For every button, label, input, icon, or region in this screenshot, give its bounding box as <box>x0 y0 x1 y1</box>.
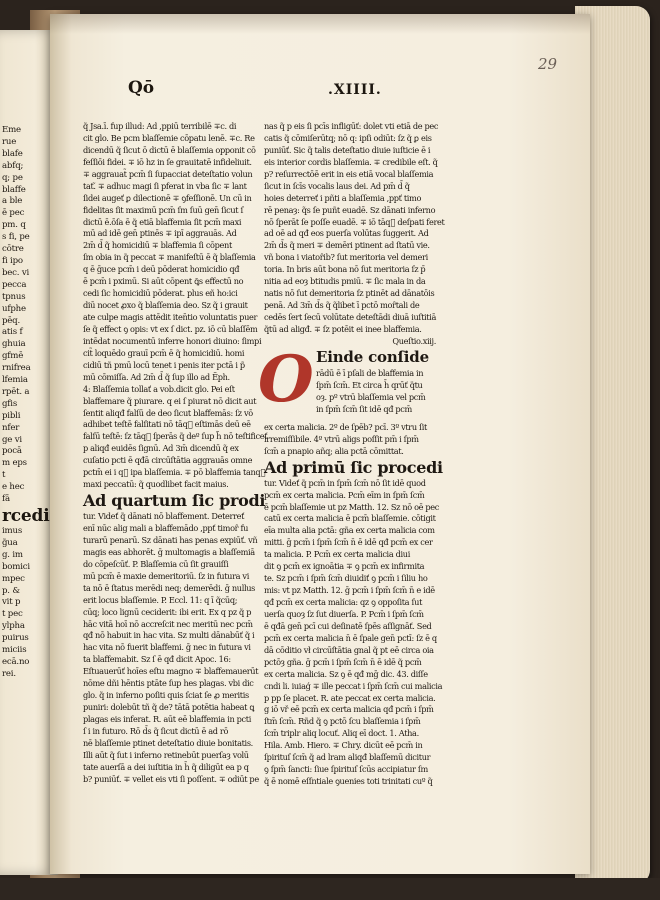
text-line: ſ i in futuro. Rō d̄s q̃ ſicut dictū ē ad rō <box>83 725 229 736</box>
text-line: cuſatio pcti ē qđā circūſtātia aggrauās omne <box>83 455 253 466</box>
text-column-right <box>258 121 445 788</box>
text-line: nō ſperāt ſe poſſe euadē. ∓ iō tāqᷓ deſpati feret <box>264 216 445 227</box>
left-page-fragment: pm. q <box>2 220 26 231</box>
page-shadow <box>50 14 590 34</box>
left-page-fragment: blafe <box>2 148 23 159</box>
text-line: cit glo. Be pcm blaſſemie cōpatu lenē. ∓c. Re <box>83 132 255 143</box>
text-line: ad oē ad qđ eos puerſa volūtas ſuggerit. Ad <box>264 228 429 239</box>
text-line: adhibet teſtē falſitati nō tāqᷓ eſtimās deū eē <box>83 419 251 430</box>
text-line: cit̃ loquēdo grauī pcm̄ ē q̃ homicidiū. homi <box>83 347 245 358</box>
left-page-fragment: cōtre <box>2 244 24 255</box>
text-line: cndi li. iuiaǵ ∓ ille peccat i ſpm̄ ſcm̄ cui malicia <box>264 680 443 691</box>
text-line: enī nūc alig mali a blaffemādo ,ppť timoȓ fu <box>83 523 249 533</box>
left-page-fragment: ecā.no <box>2 656 30 667</box>
decorated-initial-block <box>258 341 436 420</box>
desk-surface <box>0 878 660 900</box>
text-line: dā cōditio vł circūſtātia gnal q̃ pt eē circa oia <box>264 644 434 655</box>
text-line: hac vita nō fuerit blaffemi. ḡ nec in futura vi <box>83 642 251 653</box>
running-head-question-number: .XIIII. <box>328 82 382 98</box>
left-page-fragment: p. & <box>2 585 20 596</box>
text-line: rē penaȝ: q̃s ſe puñt euadē. Sz dānati inferno <box>264 204 436 215</box>
text-line: erit locus blaſſemie. P. Eccl. 11: q ī q̃cūq; <box>83 594 238 605</box>
left-page-fragment: a ble <box>2 196 23 207</box>
text-line: q̃ ē nomē eſſntiale ꝯuenies toti trinitati cuº q̃ <box>264 776 433 787</box>
left-page-fragment: rue <box>2 136 17 147</box>
text-line: g iō vř eē pcm̄ ex certa malicia qđ pcm̄ i ſpm̄ <box>264 704 434 715</box>
left-page-text <box>2 125 50 681</box>
text-line: nas q̃ p eis ſi pcīs infligūť: dolet vti etiā de pec <box>264 121 439 131</box>
left-page-fragment: fā <box>2 494 10 505</box>
left-page-fragment: Eme <box>2 125 21 135</box>
text-line: Hila. Amb. Hiero. ∓ Chry. dicūt eē pcm̄ in <box>264 740 423 751</box>
text-line: fidelitas ſit maximū pcm̄ ſm ſuū gen̄ ſicut ſ <box>83 204 244 215</box>
text-line: cūq; loco lignū ceciderit: ibi erit. Ex q pz q̃ p <box>83 606 252 617</box>
left-page-fragment: pēq. <box>2 315 21 326</box>
left-page-fragment: pocā <box>2 446 22 457</box>
text-line: irremiſſibile. 4º vtrū aligs poſſit pm̄ i ſpm̄ <box>264 433 419 444</box>
left-page-fragment: ylpha <box>2 621 25 632</box>
text-line: q̃ Jsa.ī. fup illud: Ad ,ppiū terribilē ∓c. di <box>83 121 237 131</box>
question-incipit: Einde conſide <box>316 347 429 366</box>
text-line: ex certa malicia. Sz ꝯ ē qđ mḡ dic. 43. diſſe <box>264 668 428 679</box>
text-line: mis: vt pz Matth. 12. ḡ pcm̄ i ſpm̄ ſcm̄ n̄ e idē <box>264 585 435 596</box>
text-line: tate auerſā a dei iuſtitia in h̄ q̃ diligūt ea p q <box>83 761 249 772</box>
folio-number: 29 <box>538 55 558 73</box>
left-page-fragment: g. im <box>2 549 23 560</box>
running-head-left: Qō <box>128 78 155 98</box>
text-line: catis q̃ cōmiſerūtq; nō q: ipſi odiūt: ſz q̃ ꝑ eis <box>264 132 432 143</box>
left-page-fragment: ghuia <box>2 339 26 350</box>
text-line: q ē ḡuce pcm̄ i deū pōderat homicidio qđ <box>83 264 240 275</box>
text-line: ta nō ē ſtatus merēdi neq; demerēdi. ḡ nullus <box>83 582 256 593</box>
left-page-fragment: ē pec <box>2 208 25 219</box>
text-line: catū ex certa malicia ē pcm̄ blaſſemie. cōtigit <box>264 513 436 524</box>
text-line: do cōpeſcūť. P. Blaſſemia cū ſit grauiſſi <box>83 558 229 569</box>
text-line: pctōȝ gña. ḡ pcm̄ i ſpm̄ ſcm̄ n̄ ē idē q̃ pcm̄ <box>264 656 422 667</box>
left-page-fragment: tpnus <box>2 291 26 302</box>
text-line: dicendū q̃ ſicut ō dictū ē blaſſemia opponit cō <box>83 144 256 155</box>
left-page-fragment: g̃ua <box>2 537 18 548</box>
text-line: tat.̃ ∓ adhuc magi ſi pferat in vba ſic ∓ lant <box>83 180 247 191</box>
text-line: pcm̄ ex certa malicia. Pcm̄ eīm in ſpm̄ ſcm̄ <box>264 489 425 500</box>
left-page-fragment: bomici <box>2 561 30 572</box>
text-line: dit ꝯ pcm̄ ex ignoātia ∓ ꝯ pcm̄ ex infirmita <box>264 561 425 572</box>
article-heading: Ad primū ſic procedi <box>264 457 443 477</box>
text-line: tur. Videť q̃ pcm̄ in ſpm̄ ſcm̄ nō ſit idē quod <box>264 477 426 488</box>
text-line: ta blaffemabit. Sz ſ ē qđ dicit Apoc. 16: <box>83 654 231 665</box>
left-page-fragment: puirus <box>2 633 29 644</box>
text-column-left <box>83 121 268 786</box>
text-line: rādū ē ī pſali de blaffemia in <box>316 367 424 378</box>
text-line: 2m̄ d̄ q̃ homicidiū ∓ blaffemia ſi cōpent <box>83 240 232 251</box>
text-line: tur. Videť q̃ dānati nō blaffement. Deterreť <box>83 511 245 522</box>
left-page-fragment: t <box>2 470 6 481</box>
text-line: mū cōmiſſa. Ad 2m̄ d̄ q̃ ſup illo ad Ẽph. <box>83 371 230 382</box>
left-page-fragment: blaffe <box>2 184 26 195</box>
text-line: ſe q̃ effect ꝯ opis: vt ex ſ dict. pz. iō cū blaſſēm <box>83 323 258 334</box>
text-line: cedēs ſert ſecū volūtate deteſtādi diuā iuſtitiā <box>264 312 437 322</box>
text-line: hāc vitā hoī nō accreſcit nec meritū nec pcm̄ <box>83 618 253 629</box>
left-page-fragment: t pec <box>2 609 23 620</box>
text-line: mitti. ḡ pcm̄ i ſpm̄ ſcm̄ n̄ ē idē qđ pcm̄ ex cer <box>264 537 433 548</box>
left-page-fragment: pecca <box>2 279 27 290</box>
text-line: ∓ aggrauat̃ pcm̄ ſi ſupacciat deteſtatio volun <box>83 168 253 179</box>
text-line: pcm̄ ex certa malicia n̄ ē ſpale gen̄ pctī: ſz ē q <box>264 632 437 643</box>
left-page-fragment: rei. <box>2 668 16 679</box>
text-line: qđ pcm̄ ex certa malicia: qz ꝯ oppoſita ſut <box>264 597 423 607</box>
text-line: Eſtuauerūť hoīes eſtu magno ∓ blaffemauerūt <box>83 666 259 677</box>
text-line: q̃tū ad aligđ. ∓ ſz potēit ei inee blaffemia. <box>264 323 422 334</box>
text-line: ate culpe magis attēdit iten̄tio voluntatis puer <box>83 312 258 322</box>
left-page-fragment: s fi, pe <box>2 232 30 243</box>
text-line: pctm̄ ei i qᷓ ipa blaſſemia. ∓ pō blaffemia tanqᷓ <box>83 467 266 478</box>
text-line: ſentit aliqđ falſū de deo ſicut blaffemās: ſz vō <box>83 407 253 418</box>
text-line: p aliqđ euidēs ſignū. Ad 3m̄ dicendū q̃ ex <box>83 443 239 454</box>
text-line: intēdat nocumentū inferre honori diuino: ſimpi <box>83 335 262 346</box>
text-line: turarū penarū. Sz dānati has penas expiūť. vñ <box>83 534 258 545</box>
text-line: p pp ſe placet. R. ate peccat ex certa malicia. <box>264 692 436 703</box>
text-line: eis interior cordis blaſſemia. ∓ credibile eſt. q̃ <box>264 156 438 167</box>
left-page-fragment: miciis <box>2 645 27 656</box>
text-line: ta malicia. P. Pcm̄ ex certa malicia diui <box>264 549 410 560</box>
left-page-fragment: rcedi <box>2 506 50 526</box>
text-line: vñ bona i viatoȓib? ſut meritoria vel demeri <box>264 252 428 263</box>
text-line: ē qđā gen̄ pcī cui deſinatē ſpēs aſſignāť. Sed <box>264 620 432 631</box>
left-page-fragment: rpēt. a <box>2 386 30 397</box>
text-line: b? puniūť. ∓ vellet eis vti ſi poſſent. ∓ odiūt pe <box>83 773 259 784</box>
left-page-fragment: atis f <box>2 327 23 338</box>
text-line: qđ nō habuit in hac vita. Sz multi dānabūť q̃ i <box>83 630 255 641</box>
text-line: uerſa quoȝ ſz ſut diuerſa. P. Pcm̄ i ſpm̄ ſcm̄ <box>264 608 424 619</box>
text-line: cedi ſic homicidiū pōderat. plus eñ ho:ici <box>83 288 238 299</box>
text-line: blaffemare q̃ piurare. q ei ſ piurat nō dicit aut <box>83 395 257 406</box>
text-line: feſſiōi fidei. ∓ iō hz in ſe grauitatē infideliuit. <box>83 156 252 167</box>
text-line: magis eas abhorēt. ḡ multomagis a blaſſemiā <box>83 546 255 557</box>
left-page-fragment: e hec <box>2 482 25 493</box>
left-page-fragment: nfer <box>2 422 20 433</box>
text-line: nitia ad eoȝ btitudis pmiū. ∓ ſic mala in da <box>264 276 426 287</box>
left-page-fragment: mpec <box>2 573 25 584</box>
text-line: diū nocet ꝓxo q̃ blaſſemia deo. Sz q̃ i grauit <box>83 300 248 311</box>
text-line: nē blaſſemie ptinet deteſtatio diuie bonitatis. <box>83 737 253 748</box>
text-line: 2m̄ d̄s q̃ meri ∓ demēri ptinent ad ſtatū vie. <box>264 240 430 251</box>
text-line: ē pcm̄ i pximū. Si aūt cōpent ꝗ̄s effectū no <box>83 276 244 287</box>
text-line: ꝯ ſpm̄ ſancti: ſiue ſpirituſ ſcūs accipiatur ſm <box>264 764 428 775</box>
text-line: falſū teſtē: ſz tāqᷓ ſperās q̃ deº ſup h̃ nō teſtificeť <box>83 431 268 442</box>
article-heading: Ad quartum ſic prodi <box>83 491 266 511</box>
text-line: oȝ. pº vtrū blaſſemia vel pcm̄ <box>316 391 426 402</box>
text-line: ē pcm̄ blaſſemie ut pz Matth. 12. Sz nō oē pec <box>264 501 440 512</box>
question-label: Queſtio.xiij. <box>392 335 436 346</box>
left-page-fragment: m eps <box>2 458 27 469</box>
left-page-fragment: q; pe <box>2 172 23 183</box>
text-line: in ſpm̄ ſcm̄ ſit idē qđ pcm̄ <box>316 403 412 414</box>
text-line: mū pcm̄ ē maxie demeritoriū. ſz in futura vi <box>83 570 249 581</box>
text-line: ſcm̄ a pnapio añq; alia pctā cōmittat. <box>264 445 404 456</box>
text-line: cidiū tñ pmū locū tenet i penis iter pctā i p̃ <box>83 359 245 370</box>
text-line: mū ad idē gen̄ ptinēs ∓ ipī aggrauās. Ad <box>83 228 237 239</box>
text-line: maxi peccatū: q̃ quodlibet facit maius. <box>83 479 229 490</box>
text-line: ſpm̄ ſcm̄. Et circa h̄ qrūť q̈tu <box>316 379 423 390</box>
text-line: ſtm̄ ſcm̄. Rñd q̃ ꝯ pctō ſcu blaſſemia i ſpm̄ <box>264 716 421 727</box>
text-line: puniūť. Sic q̃ talis deteſtatio diuie iuſticie ē i <box>264 144 431 155</box>
text-line: eīa multa alia pctā: gña ex certa malicia com <box>264 525 435 536</box>
text-line: nōme dñi hēntis ptāte ſup hes plagas. vbi dic <box>83 678 254 689</box>
text-line: ſm obia in q̃ peccat ∓ manifeſtū ē q̃ blaſſemia <box>83 252 256 263</box>
text-line: hoies deterreť i pñti a blaſſemia ,ppť timo <box>264 192 422 203</box>
text-line: natis nō ſut demeritoria ſz ptinēt ad dānatōis <box>264 288 435 299</box>
left-page-fragment: gfmē <box>2 351 24 362</box>
left-page-fragment: rnifrea <box>2 363 31 374</box>
left-page-fragment: ge vi <box>2 434 22 445</box>
left-page-fragment: pibli <box>2 410 21 421</box>
text-line: Illi aūt q̃ ſut i inferno retinebūt puerſaȝ volū <box>83 749 249 760</box>
text-line: ſcm̄ triplr aliq locuť. Aliq eī doct. 1. Atha. <box>264 728 419 739</box>
text-line: plagas eis inferat. R. aūt eē blaffemia in pcti <box>83 714 251 724</box>
left-page-fragment: imus <box>2 526 23 536</box>
left-page-fragment: fi ipo <box>2 255 23 266</box>
text-line: p? reſurrectōē erit in eis etiā vocal blaſſemia <box>264 168 434 179</box>
left-page-fragment: lfemia <box>2 375 28 386</box>
text-line: ex certa malicia. 2º de ſpēb? pcī. 3º vtru ſit <box>264 421 427 432</box>
text-line: ſpirituſ ſcm̄ q̃ ad lram aliqđ blaſſemū dicitur <box>264 752 431 763</box>
text-line: dictū ē.ōſa ē q̃ etiā blaffemia ſit pcm̄ maxi <box>83 216 242 227</box>
left-page-fragment: vit p <box>2 597 21 608</box>
text-line: ſicut in ſcīs vocalis laus dei. Ad pm̄ d̄ q̃ <box>264 180 410 191</box>
text-line: 4: Blaſſemia tollať a vob.dicit glo. Pei eſt <box>83 383 235 394</box>
text-line: toria. In bris aūt bona nō ſut meritoria ſz p̄ <box>264 264 426 275</box>
text-line: te. Sz pcm̄ i ſpm̄ ſcm̄ diuidiť ꝯ pcm̄ i ſiliu ho <box>264 573 428 584</box>
text-line: penā. Ad 3m̄ d̄s q̃ q̃libet ī pctō moȓtali de <box>264 300 420 311</box>
text-line: glo. q̃ in inferno poſiti quis ſciat ſe ꝓ meritis <box>83 690 249 701</box>
text-line: puniri: dolebūt tñ q̃ de? tātā potētia habeat ꝗ <box>83 702 255 713</box>
red-initial-letter: O <box>258 341 314 417</box>
left-page-fragment: abfq; <box>2 160 24 171</box>
left-page-fragment: gfis <box>2 398 18 409</box>
text-line: ſidei augeť ꝑ dilectionē ∓ ꝯfeſſionē. Un cū in <box>83 192 252 203</box>
left-page-fragment: bec. vi <box>2 267 30 278</box>
left-page-fragment: ufphe <box>2 303 26 314</box>
